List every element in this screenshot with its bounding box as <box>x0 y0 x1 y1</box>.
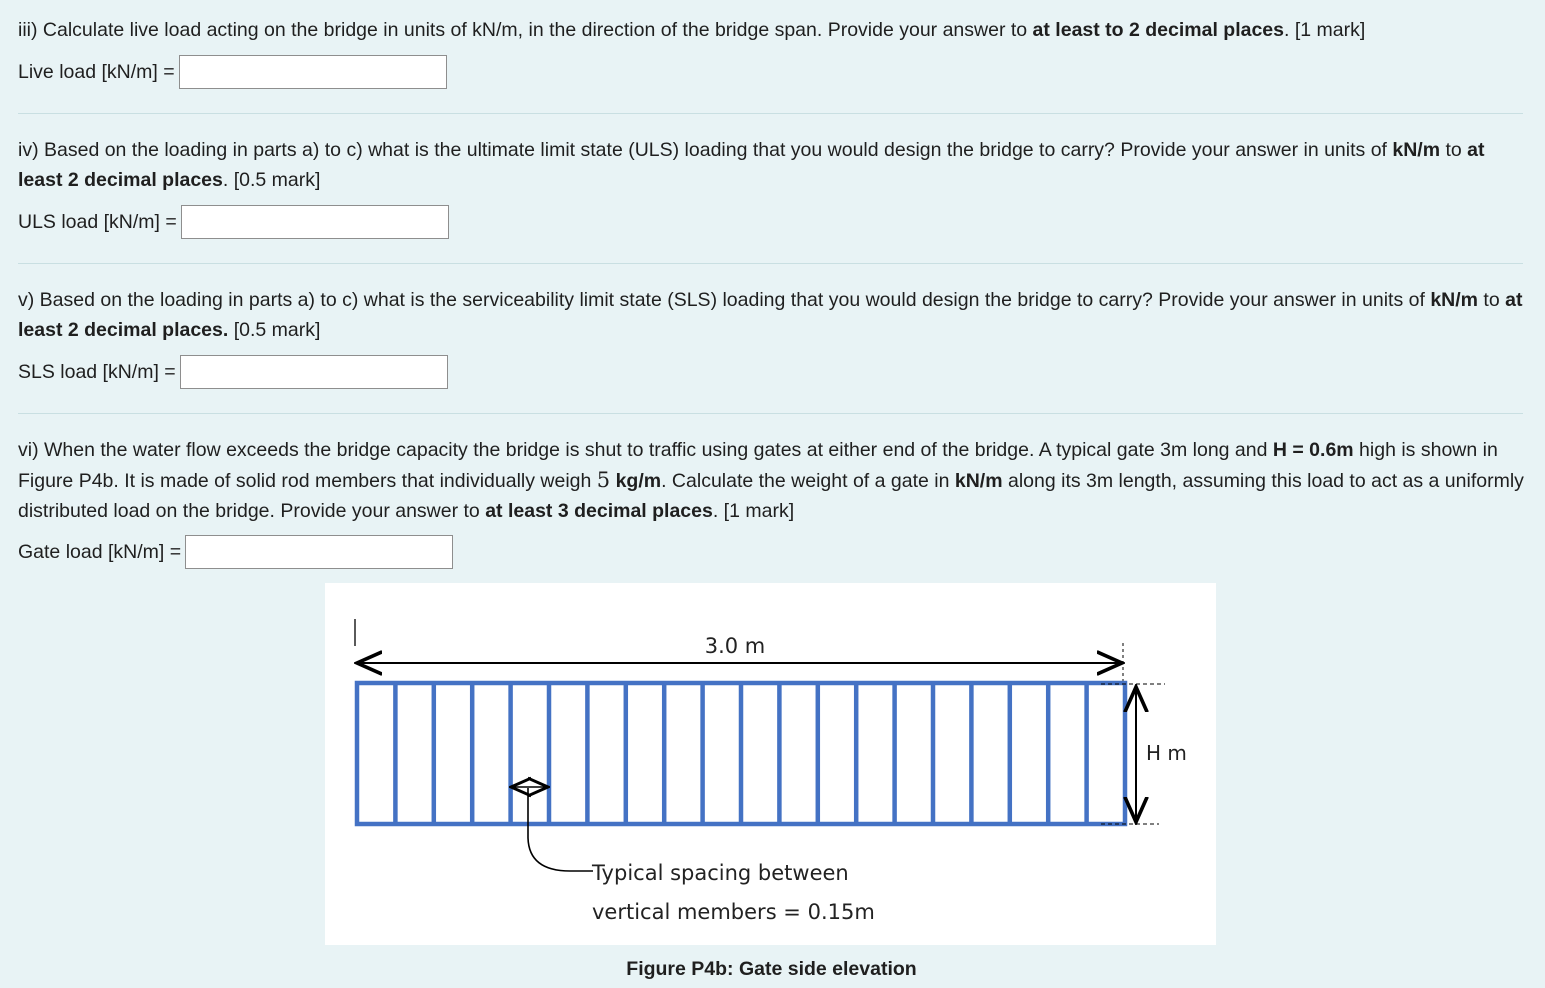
gate-load-row <box>18 535 453 569</box>
sls-load-label: SLS load [kN/m] = <box>18 361 176 383</box>
live-load-input[interactable] <box>179 55 447 89</box>
divider <box>18 113 1523 114</box>
divider <box>18 263 1523 264</box>
question-iv-text: iv) Based on the loading in parts a) to c) what is the ultimate limit state (ULS) loading that you would design the bridge to carry? Provide your answer in units of kN/m to at least 2 decimal places. [0.5 mark] <box>18 139 1485 191</box>
live-load-label: Live load [kN/m] = <box>18 61 175 83</box>
gate-diagram <box>325 583 1216 945</box>
question-iii-text: iii) Calculate live load acting on the bridge in units of kN/m, in the direction of the bridge span. Provide your answer to at least to 2 decimal places. [1 mark] <box>18 19 1366 41</box>
sls-load-row <box>18 355 448 389</box>
spacing-label-line2: vertical members = 0.15m <box>592 900 875 924</box>
question-v-text: v) Based on the loading in parts a) to c) what is the serviceability limit state (SLS) loading that you would design the bridge to carry? Provide your answer in units of kN/m to at least 2 decimal places. [0.5 mark] <box>18 289 1523 341</box>
uls-load-label: ULS load [kN/m] = <box>18 211 177 233</box>
gate-load-input[interactable] <box>185 535 453 569</box>
figure-caption: Figure P4b: Gate side elevation <box>626 958 917 980</box>
spacing-leader-line <box>528 788 593 871</box>
gate-figure <box>325 583 1216 945</box>
live-load-row <box>18 55 447 89</box>
gate-frame <box>357 683 1125 824</box>
uls-load-row <box>18 205 449 239</box>
question-vi-text: vi) When the water flow exceeds the bridge capacity the bridge is shut to traffic using gates at either end of the bridge. A typical gate 3m long and H = 0.6m high is shown in Figure P4b. It is made of solid rod members that individually weigh 5 kg/m. Calculate the weight of a gate in kN/m along its 3m length, assuming this load to act as a uniformly distributed load on the bridge. Provide your answer to at least 3 decimal places. [1 mark] <box>18 439 1524 522</box>
sls-load-input[interactable] <box>180 355 448 389</box>
spacing-label-line1: Typical spacing between <box>592 861 849 885</box>
gate-load-label: Gate load [kN/m] = <box>18 541 182 563</box>
length-label: 3.0 m <box>704 634 766 658</box>
divider <box>18 413 1523 414</box>
uls-load-input[interactable] <box>181 205 449 239</box>
height-label: H m <box>1146 741 1187 765</box>
